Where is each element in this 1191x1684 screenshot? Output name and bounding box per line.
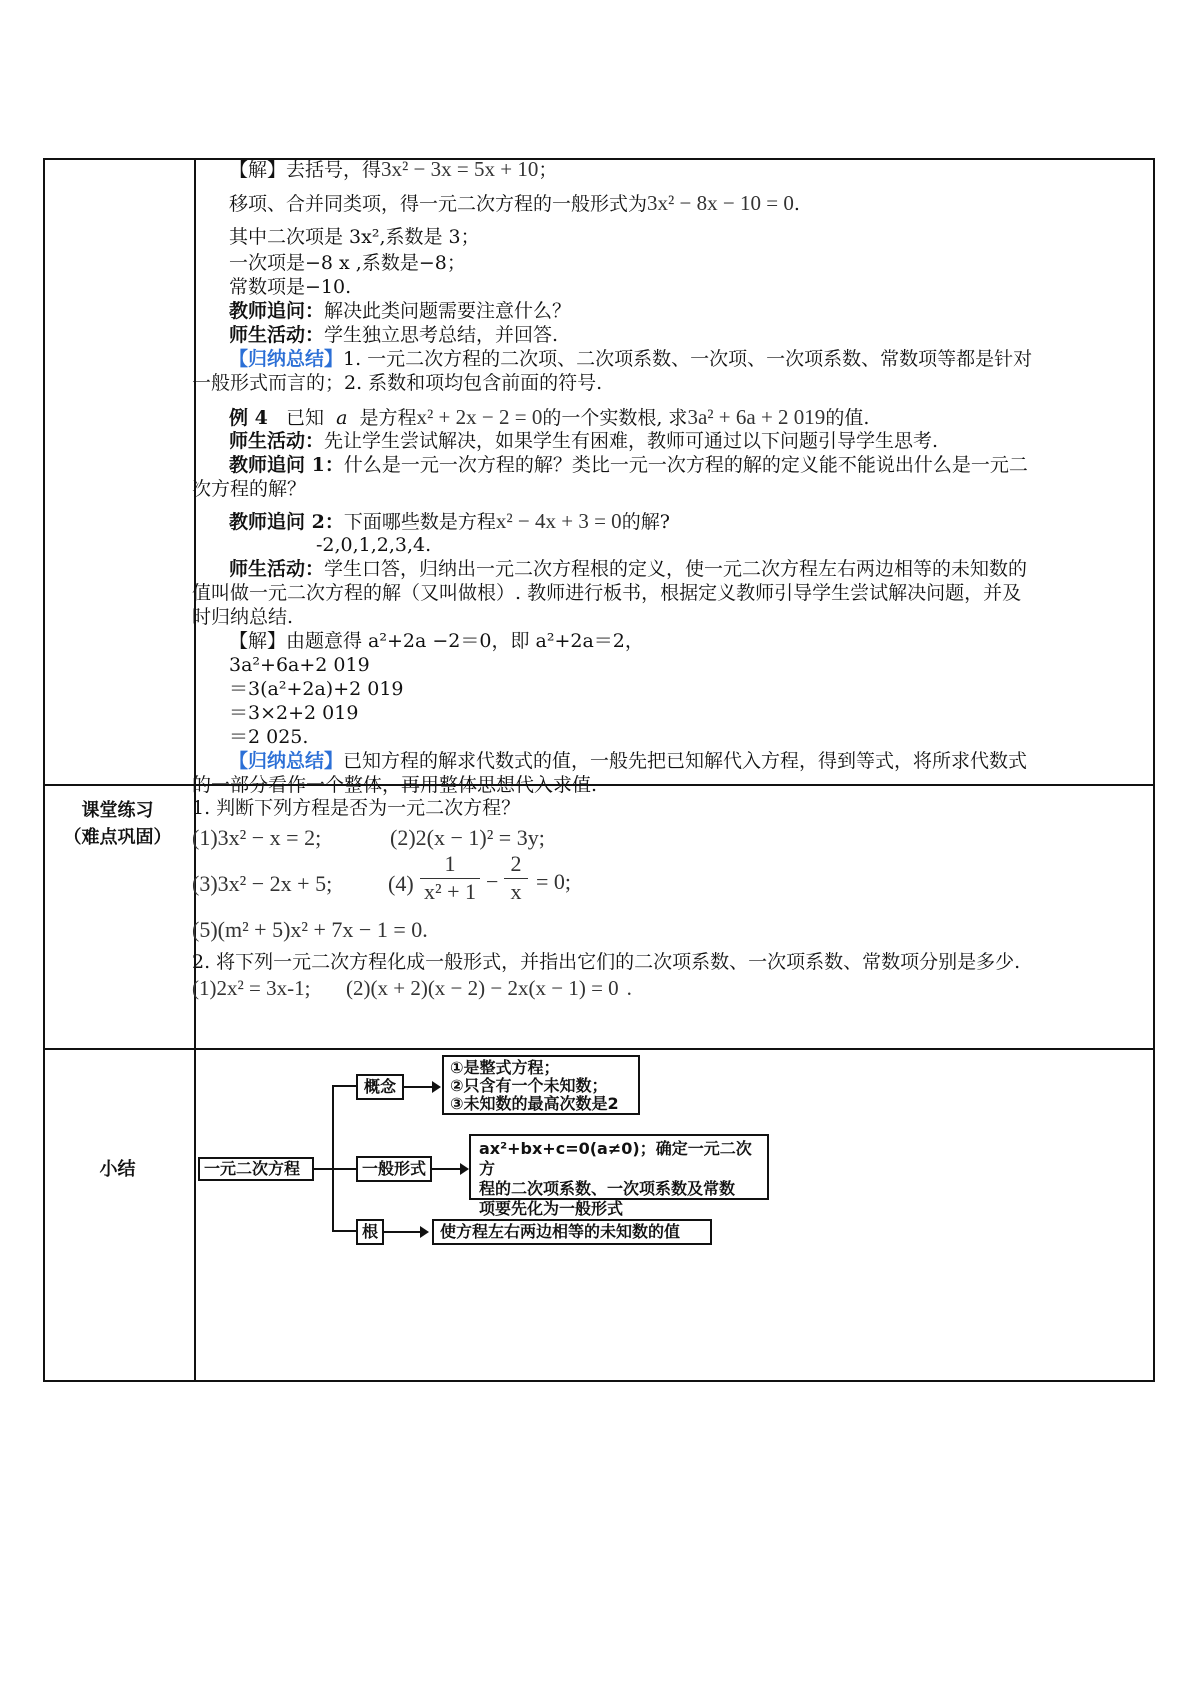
activity: 师生活动：先让学生尝试解决，如果学生有困难，教师可通过以下问题引导学生思考.	[229, 430, 939, 452]
q1-item-2: (2)2(x − 1)² = 3y;	[390, 825, 545, 850]
root-definition-box: 使方程左右两边相等的未知数的值	[432, 1219, 712, 1245]
solution-line: 【解】去括号，得3x² − 3x = 5x + 10；	[229, 157, 558, 181]
branch-concept: 概念	[356, 1074, 404, 1100]
arrow-line	[384, 1231, 422, 1233]
teacher-question: 教师追问：解决此类问题需要注意什么？	[229, 300, 572, 322]
teacher-question: 教师追问 2：下面哪些数是方程x² − 4x + 3 = 0的解?	[229, 509, 670, 533]
solution-line: 【解】由题意得 a²+2a −2＝0，即 a²+2a＝2，	[229, 630, 644, 652]
connector	[332, 1230, 356, 1232]
summary-note-cont: 一般形式而言的；2. 系数和项均包含前面的符号.	[192, 372, 603, 394]
branch-root: 根	[356, 1219, 384, 1245]
solution-line: 3a²+6a+2 019	[229, 654, 370, 676]
activity: 师生活动：学生口答，归纳出一元二次方程根的定义，使一元二次方程左右两边相等的未知数的	[229, 558, 1028, 580]
practice-title: 课堂练习	[81, 800, 154, 821]
summary-note: 【归纳总结】已知方程的解求代数式的值，一般先把已知解代入方程，得到等式，将所求代数式	[229, 750, 1028, 772]
practice-subtitle: （难点巩固）	[63, 827, 172, 848]
activity-cont: 值叫做一元二次方程的解（又叫做根）. 教师进行板书，根据定义教师引导学生尝试解决问题，并及	[192, 582, 1022, 604]
solution-line: 移项、合并同类项，得一元二次方程的一般形式为3x² − 8x − 10 = 0.	[229, 191, 800, 215]
solution-line: ＝3×2+2 019	[229, 702, 359, 724]
solution-line: 其中二次项是 3x²,系数是 3；	[229, 226, 480, 248]
q1-item-5: (5)(m² + 5)x² + 7x − 1 = 0.	[192, 917, 428, 942]
equation: 3x² − 8x − 10 = 0	[647, 191, 794, 215]
connector	[332, 1085, 334, 1230]
arrow-line	[432, 1168, 462, 1170]
teacher-question-cont: 次方程的解？	[192, 478, 307, 500]
question-1: 1. 判断下列方程是否为一元二次方程？	[192, 797, 521, 819]
solution-line: 常数项是−10.	[229, 276, 352, 298]
row-divider	[45, 1048, 1153, 1050]
candidate-numbers: -2,0,1,2,3,4.	[316, 534, 432, 556]
mindmap-root: 一元二次方程	[198, 1157, 314, 1181]
activity: 师生活动：学生独立思考总结，并回答.	[229, 324, 559, 346]
column-divider	[194, 160, 196, 1380]
summary-note: 【归纳总结】1. 一元二次方程的二次项、二次项系数、一次项、一次项系数、常数项等都是针对	[229, 348, 1033, 370]
summary-note-cont: 的一部分看作一个整体，再用整体思想代入求值.	[192, 774, 598, 796]
concept-box: ①是整式方程； ②只含有一个未知数； ③未知数的最高次数是2	[442, 1055, 640, 1115]
solution-line: ＝3(a²+2a)+2 019	[229, 678, 404, 700]
activity-cont: 时归纳总结.	[192, 606, 294, 628]
connector	[332, 1085, 356, 1087]
branch-general-form: 一般形式	[356, 1156, 432, 1182]
summary-title: 小结	[99, 1159, 136, 1180]
question-2: 2. 将下列一元二次方程化成一般形式，并指出它们的二次项系数、一次项系数、常数项分别是多少.	[192, 951, 1021, 973]
equation: 3x² − 3x = 5x + 10	[381, 157, 539, 181]
solution-line: 一次项是−8 x ,系数是−8；	[229, 252, 466, 274]
general-form-box: ax²+bx+c=0(a≠0)；确定一元二次方 程的二次项系数、一次项系数及常数 项要先化为一般形式	[469, 1134, 769, 1200]
q2-item-2: (2)(x + 2)(x − 2) − 2x(x − 1) = 0 .	[346, 976, 632, 1000]
connector	[332, 1168, 356, 1170]
teacher-question: 教师追问 1：什么是一元一次方程的解？类比一元一次方程的解的定义能不能说出什么是一元二	[229, 454, 1028, 476]
q2-item-1: (1)2x² = 3x-1;	[192, 976, 311, 1000]
solution-line: ＝2 025.	[229, 726, 309, 748]
arrow-head-icon	[432, 1081, 441, 1093]
q1-item-3: (3)3x² − 2x + 5;	[192, 871, 333, 896]
q1-item-1: (1)3x² − x = 2;	[192, 825, 322, 850]
arrow-head-icon	[420, 1226, 429, 1238]
arrow-head-icon	[460, 1163, 469, 1175]
connector	[314, 1168, 332, 1170]
arrow-line	[404, 1086, 434, 1088]
example-4: 例 4 已知 a 是方程x² + 2x − 2 = 0的一个实数根, 求3a² + 6a + 2 019的值.	[229, 405, 870, 429]
